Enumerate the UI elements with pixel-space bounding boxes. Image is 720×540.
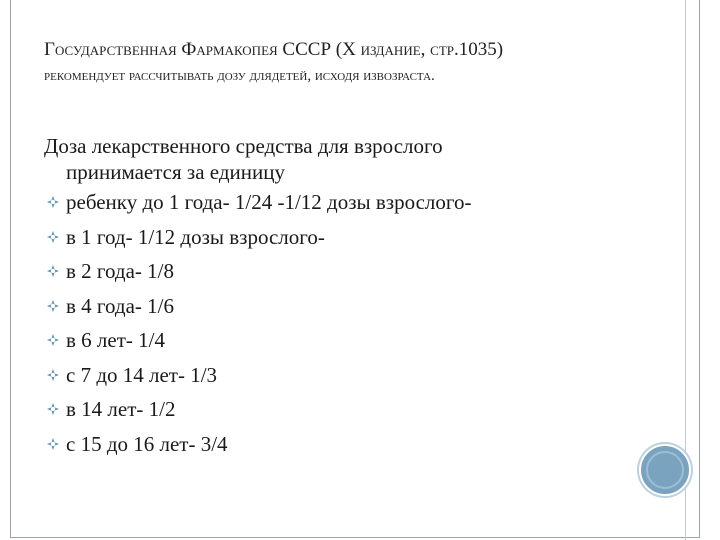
list-item-text: в 2 года- 1/8 — [66, 259, 174, 283]
fleuron-bullet-icon — [46, 264, 60, 278]
list-item-text: с 7 до 14 лет- 1/3 — [66, 362, 218, 387]
slide-title — [44, 38, 674, 88]
fleuron-bullet-icon — [46, 333, 60, 347]
intro-paragraph — [44, 133, 664, 185]
intro-line-2: принимается за единицу — [66, 160, 285, 184]
list-item-text: в 1 год- 1/12 дозы взрослого- — [66, 224, 325, 249]
list-item — [44, 323, 664, 358]
dose-list — [44, 185, 664, 461]
slide-body — [44, 133, 664, 461]
fleuron-bullet-icon — [46, 437, 60, 451]
list-item — [44, 254, 664, 289]
intro-line-1: Доза лекарственного средства для взрослого — [44, 134, 443, 158]
list-item — [44, 392, 664, 427]
title-line-1: Государственная Фармакопея СССР (X издание, стр.1035) — [44, 39, 504, 60]
circle-icon — [639, 444, 691, 496]
list-item-text: с 15 до 16 лет- 3/4 — [66, 431, 228, 456]
list-item-text: в 14 лет- 1/2 — [66, 397, 176, 421]
fleuron-bullet-icon — [46, 195, 60, 209]
list-item-text: в 6 лет- 1/4 — [66, 328, 165, 352]
list-item — [44, 185, 664, 220]
list-item-text: в 4 года- 1/6 — [66, 293, 174, 318]
fleuron-bullet-icon — [46, 402, 60, 416]
list-item — [44, 220, 664, 255]
list-item — [44, 427, 664, 462]
list-item — [44, 289, 664, 324]
list-item — [44, 358, 664, 393]
fleuron-bullet-icon — [46, 230, 60, 244]
title-line-2: рекомендует рассчитывать дозу длядетей, исходя извозраста. — [44, 68, 435, 84]
fleuron-bullet-icon — [46, 299, 60, 313]
fleuron-bullet-icon — [46, 368, 60, 382]
list-item-text: ребенку до 1 года- 1/24 -1/12 дозы взрослого- — [66, 190, 472, 214]
